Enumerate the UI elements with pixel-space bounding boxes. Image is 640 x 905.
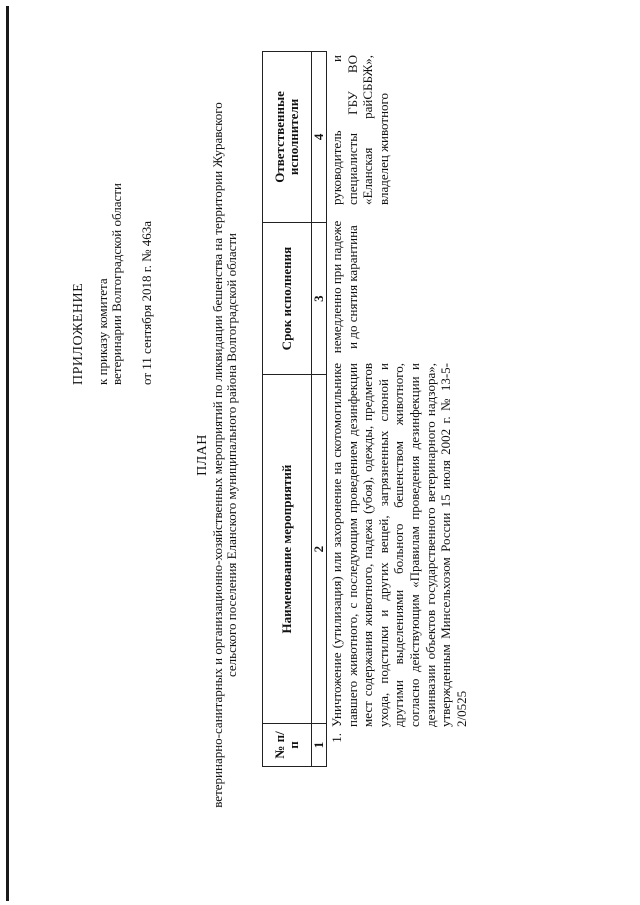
annex-line-1: к приказу комитета	[95, 278, 110, 385]
plan-table	[262, 51, 327, 767]
header-number: № п/п	[263, 723, 312, 766]
annex-block	[72, 45, 154, 385]
column-number-2: 2	[312, 375, 327, 724]
table-header-row	[263, 52, 312, 767]
header-measures: Наименование мероприятий	[263, 375, 312, 724]
row-number: 1.	[329, 733, 344, 743]
header-responsible: Ответственные исполнители	[263, 52, 312, 223]
column-number-3: 3	[312, 222, 327, 374]
row-deadline-text: немедленно при падеже и до снятия карантина	[329, 220, 360, 354]
plan-heading	[196, 65, 239, 845]
plan-subtitle-line-2: сельского поселения Еланского муниципального района Волгоградской области	[224, 232, 239, 678]
plan-title: ПЛАН	[195, 434, 210, 476]
plan-subtitle-line-1: ветеринарно-санитарных и организационно-хозяйственных мероприятий по ликвидации бешенства на территории Журавского	[210, 102, 225, 808]
annex-title: ПРИЛОЖЕНИЕ	[71, 282, 86, 385]
row-measure-text: Уничтожение (утилизация) или захоронение на скотомогильнике павшего животного, с последующим проведением дезинфекции мест содержания животного, падежа (убоя), одежды, предметов ухода, подстилки и других вещей, загрязненных слюной и другими выделениями больного бешенством животного, согласно действующим «Правилам проведения дезинфекции и дезинвазии объектов государственного ветеринарного надзора», утвержденным Минсельхозом России 15 июля 2002 г. № 13-5-2/0525	[329, 363, 469, 727]
row-responsible-text: руководитель и специалисты ГБУ ВО «Еланская райСББЖ», владелец животного	[329, 55, 391, 205]
table-column-numbers-row	[312, 52, 327, 767]
annex-date: от 11 сентября 2018 г. № 463а	[139, 220, 154, 385]
annex-line-2: ветеринарии Волгоградской области	[109, 183, 124, 385]
column-number-4: 4	[312, 52, 327, 223]
header-deadline: Срок исполнения	[263, 222, 312, 374]
column-number-1: 1	[312, 723, 327, 766]
